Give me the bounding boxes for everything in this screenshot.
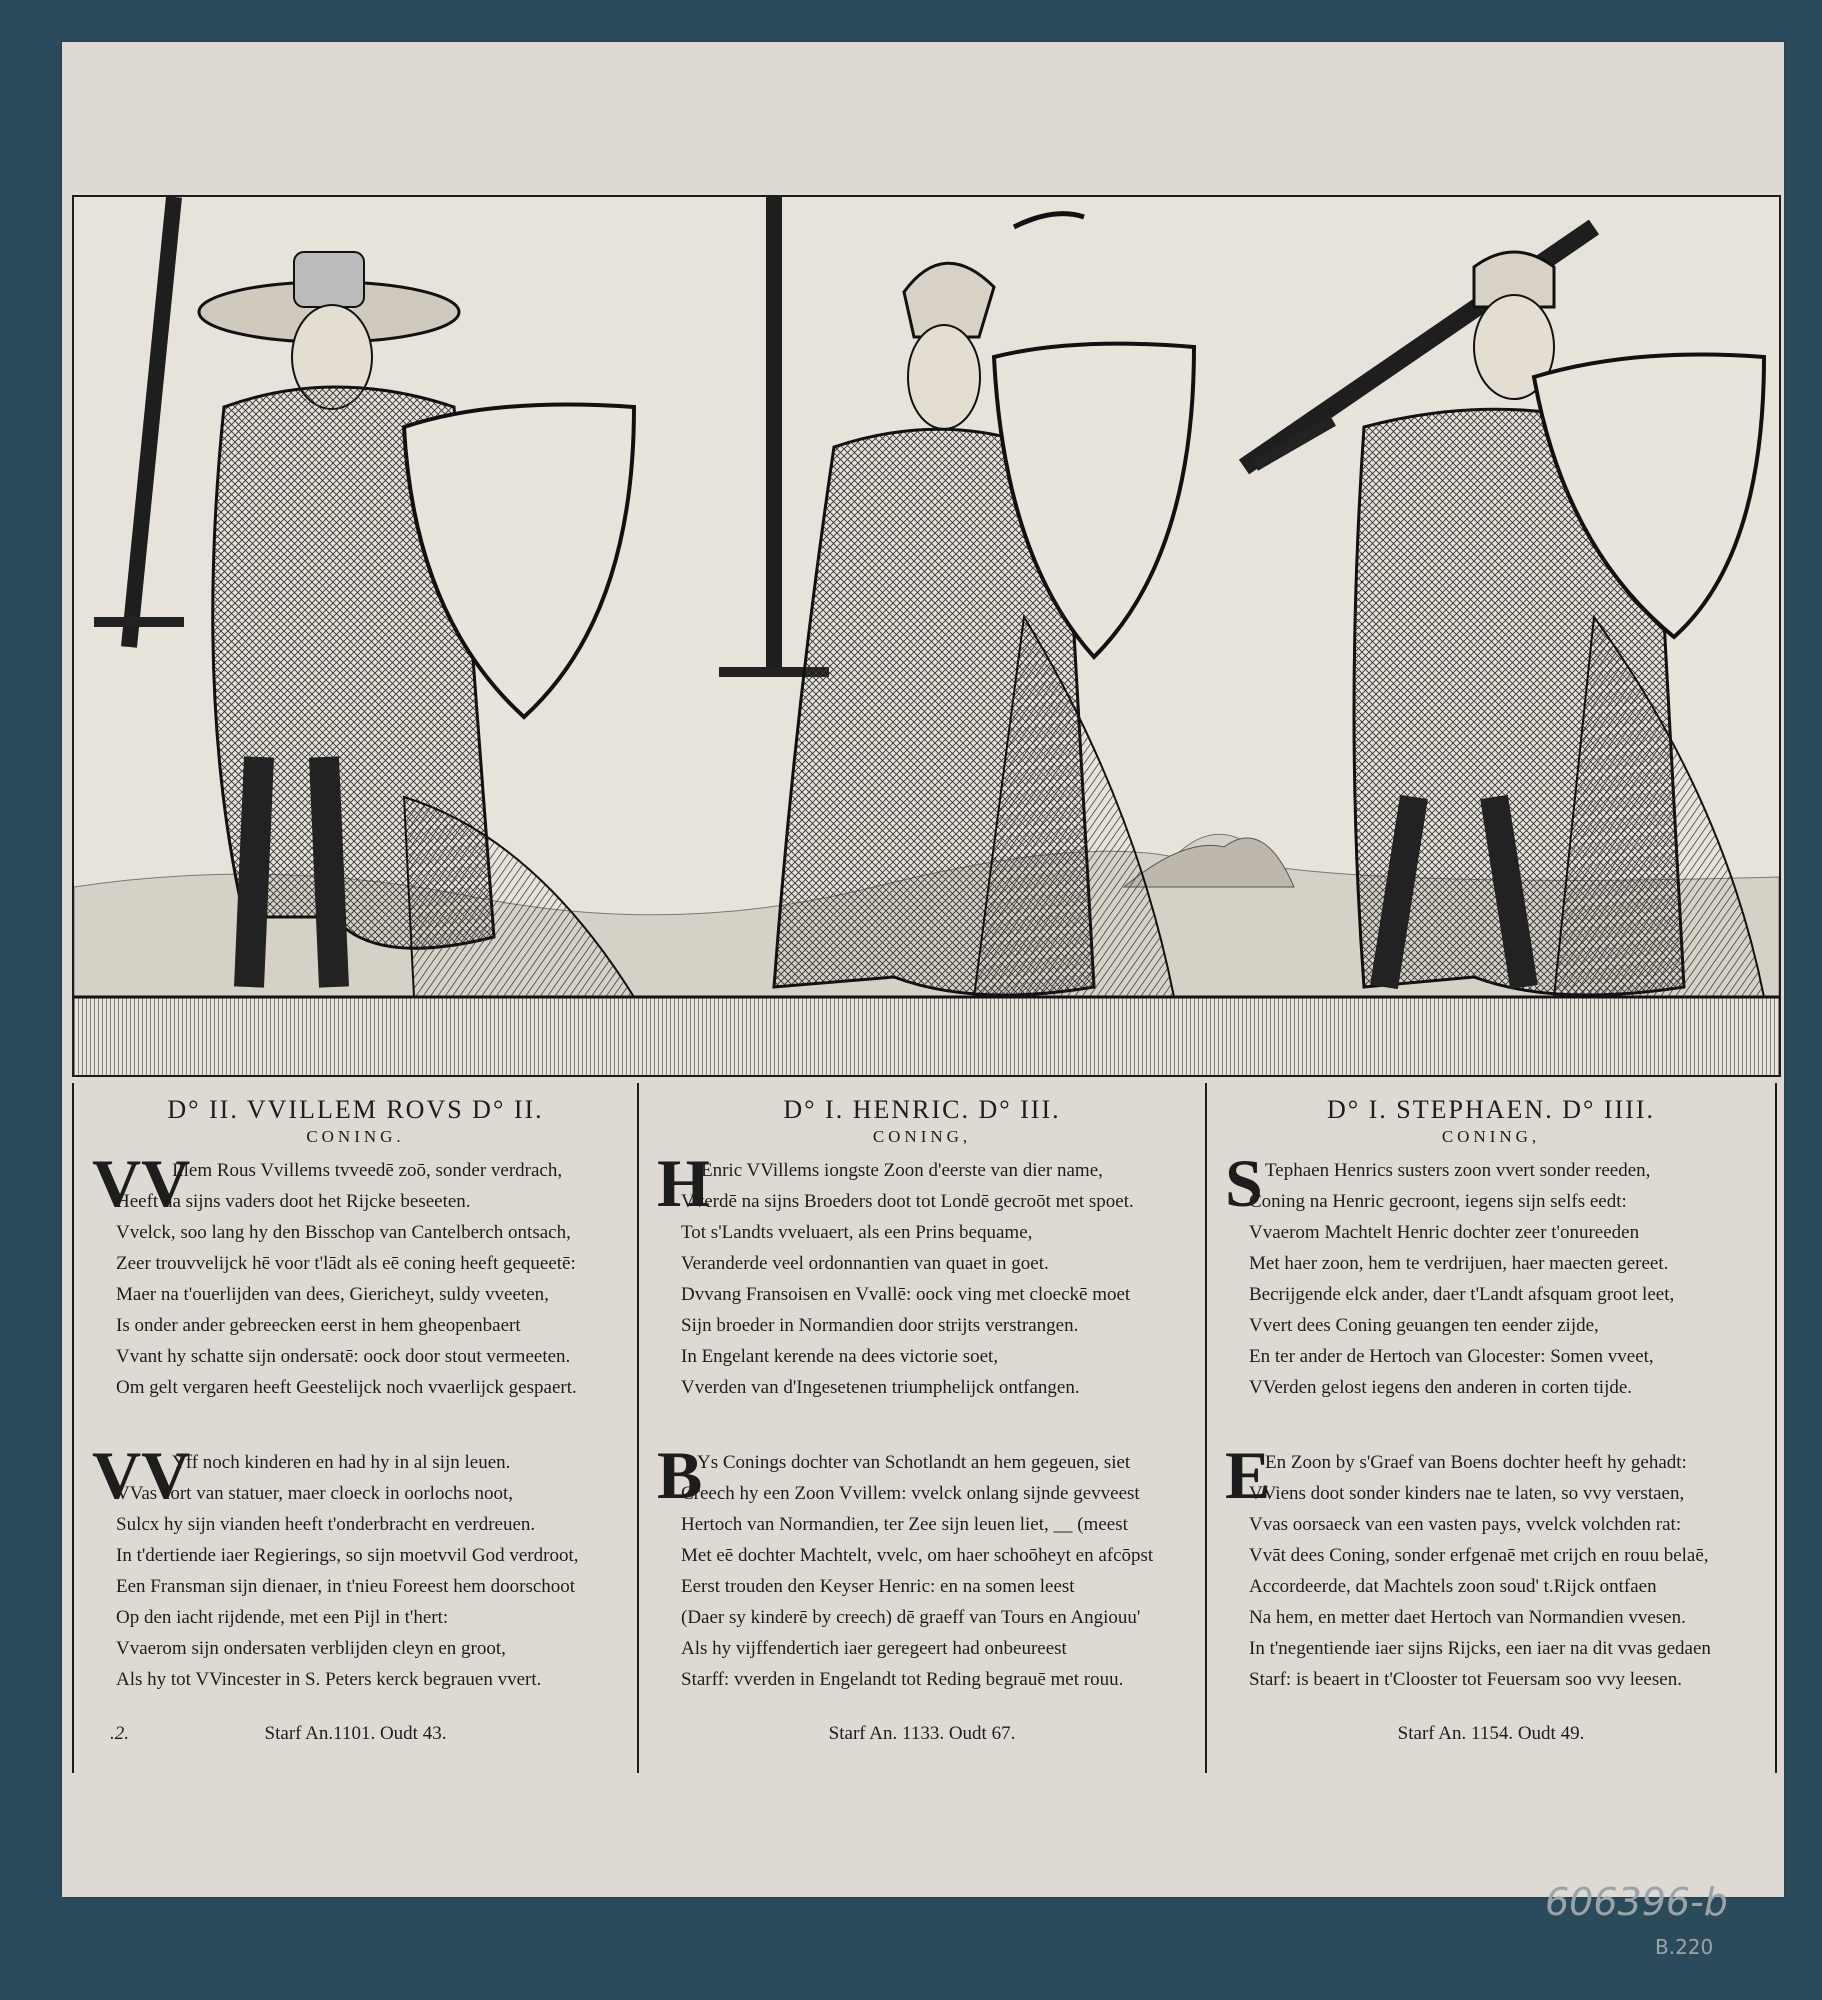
king-subtitle: CONING,	[872, 1127, 972, 1146]
verse-line: Vvāt dees Coning, sonder erfgenaē met crijch en rouu belaē,	[1249, 1545, 1709, 1566]
footer-text: Starf An. 1133. Oudt 67.	[828, 1723, 1016, 1744]
verse-line: Dvvang Fransoisen en Vvallē: oock ving met cloeckē moet	[681, 1284, 1131, 1305]
death-year-age	[1225, 1723, 1757, 1745]
verse-line: En ter ander de Hertoch van Glocester: Somen vveet,	[1249, 1346, 1654, 1367]
column-willem	[72, 1083, 637, 1773]
verse-line: Als hy vijffendertich iaer geregeert had onbeureest	[681, 1638, 1067, 1659]
death-year-age	[92, 1723, 619, 1745]
verse-line: Vvant hy schatte sijn ondersatē: oock door stout vermeeten.	[116, 1346, 571, 1367]
verse-line: Zeer trouvvelijck hē voor t'lādt als eē coning heeft gequeetē:	[116, 1253, 576, 1274]
page-mark: .2.	[110, 1723, 129, 1744]
verse-line: Na hem, en metter daet Hertoch van Normandien vvesen.	[1249, 1607, 1686, 1628]
verse-line: Sijn broeder in Normandien door strijts verstrangen.	[681, 1315, 1079, 1336]
stanza	[1225, 1145, 1757, 1403]
drop-initial: E	[1225, 1437, 1271, 1513]
verse-columns	[72, 1083, 1777, 1773]
verse-line: Vvaerom Machtelt Henric dochter zeer t'onureeden	[1249, 1222, 1640, 1243]
verse-line: VVerden gelost iegens den anderen in corten tijde.	[1249, 1377, 1633, 1398]
death-year-age	[657, 1723, 1187, 1745]
verse-line: Maer na t'ouerlijden van dees, Giericheyt, suldy vveeten,	[116, 1284, 549, 1305]
engraving-illustration	[74, 197, 1779, 1075]
verse-line: Hertoch van Normandien, ter Zee sijn leuen liet, __ (meest	[681, 1514, 1128, 1535]
stanza	[92, 1437, 619, 1695]
column-henric	[637, 1083, 1205, 1773]
king-title: D° II. VVILLEM ROVS D° II.	[167, 1095, 544, 1124]
verse-line: Enric VVillems iongste Zoon d'eerste van dier name,	[701, 1160, 1103, 1181]
verse-line: Vvas oorsaeck van een vasten pays, vvelck volchden rat:	[1249, 1514, 1682, 1535]
stanza	[92, 1145, 619, 1403]
drop-initial: S	[1225, 1145, 1263, 1221]
verse-line: Sulcx hy sijn vianden heeft t'onderbracht en verdreuen.	[116, 1514, 536, 1535]
verse-line: Coning na Henric gecroont, iegens sijn selfs eedt:	[1249, 1191, 1627, 1212]
drop-initial: VV	[92, 1437, 191, 1513]
verse-line: Accordeerde, dat Machtels zoon soud' t.Rijck ontfaen	[1249, 1576, 1657, 1597]
stanza	[1225, 1437, 1757, 1695]
drop-initial: B	[657, 1437, 703, 1513]
verse-line: Een Fransman sijn dienaer, in t'nieu Foreest hem doorschoot	[116, 1576, 576, 1597]
verse-line: Veranderde veel ordonnantien van quaet in goet.	[681, 1253, 1049, 1274]
verse-line: VVas cort van statuer, maer cloeck in oorlochs noot,	[116, 1483, 514, 1504]
king-subtitle: CONING.	[306, 1127, 405, 1146]
inventory-number: 606396-b	[1545, 1880, 1728, 1924]
verse-line: In t'dertiende iaer Regierings, so sijn moetvvil God verdroot,	[116, 1545, 579, 1566]
verse-line: Starff: vverden in Engelandt tot Reding begrauē met rouu.	[681, 1669, 1124, 1690]
verse-line: En Zoon by s'Graef van Boens dochter heeft hy gehadt:	[1265, 1452, 1687, 1473]
footer-text: Starf An.1101. Oudt 43.	[264, 1723, 447, 1744]
verse-line: In Engelant kerende na dees victorie soet,	[681, 1346, 999, 1367]
footer-text: Starf An. 1154. Oudt 49.	[1397, 1723, 1585, 1744]
verse-line: Tot s'Landts vveluaert, als een Prins bequame,	[681, 1222, 1033, 1243]
verse-line: Vverden van d'Ingesetenen triumphelijck ontfangen.	[681, 1377, 1080, 1398]
verse-line: Creech hy een Zoon Vvillem: vvelck onlang sijnde gevveest	[681, 1483, 1140, 1504]
verse-line: Vvelck, soo lang hy den Bisschop van Cantelberch ontsach,	[116, 1222, 571, 1243]
verse-line: VViens doot sonder kinders nae te laten, so vvy verstaen,	[1249, 1483, 1685, 1504]
verse-line: Heeft na sijns vaders doot het Rijcke beseeten.	[116, 1191, 471, 1212]
stanza	[657, 1145, 1187, 1403]
stanza	[657, 1437, 1187, 1695]
verse-line: (Daer sy kinderē by creech) dē graeff van Tours en Angiouu'	[681, 1607, 1141, 1628]
inventory-code: B.220	[1655, 1935, 1714, 1959]
verse-line: Starf: is beaert in t'Clooster tot Feuersam soo vvy leesen.	[1249, 1669, 1682, 1690]
verse-line: Met eē dochter Machtelt, vvelc, om haer schoōheyt en afcōpst	[681, 1545, 1154, 1566]
verse-line: Vvaerom sijn ondersaten verblijden cleyn en groot,	[116, 1638, 506, 1659]
king-title: D° I. STEPHAEN. D° IIII.	[1326, 1095, 1656, 1124]
verse-line: In t'negentiende iaer sijns Rijcks, een iaer na dit vvas gedaen	[1249, 1638, 1711, 1659]
column-stephaen	[1205, 1083, 1777, 1773]
verse-line: Eerst trouden den Keyser Henric: en na somen leest	[681, 1576, 1075, 1597]
figure-henric	[719, 197, 1194, 997]
king-subtitle: CONING,	[1441, 1127, 1541, 1146]
verse-line: Op den iacht rijdende, met een Pijl in t'hert:	[116, 1607, 449, 1628]
verse-line: Illem Rous Vvillems tvveedē zoō, sonder verdrach,	[172, 1160, 563, 1181]
verse-line: Vverdē na sijns Broeders doot tot Londē gecroōt met spoet.	[681, 1191, 1134, 1212]
verse-line: Vvert dees Coning geuangen ten eender zijde,	[1249, 1315, 1599, 1336]
verse-line: Als hy tot VVincester in S. Peters kerck begrauen vvert.	[116, 1669, 542, 1690]
verse-line: Ys Conings dochter van Schotlandt an hem gegeuen, siet	[697, 1452, 1131, 1473]
drop-initial: H	[657, 1145, 710, 1221]
king-title: D° I. HENRIC. D° III.	[783, 1095, 1061, 1124]
verse-line: Becrijgende elck ander, daer t'Landt afsquam groot leet,	[1249, 1284, 1675, 1305]
verse-line: Is onder ander gebreecken eerst in hem gheopenbaert	[116, 1315, 521, 1336]
verse-line: Om gelt vergaren heeft Geestelijck noch vvaerlijck gespaert.	[116, 1377, 577, 1398]
verse-line: Met haer zoon, hem te verdrijuen, haer maecten gereet.	[1249, 1253, 1669, 1274]
verse-line: Tephaen Henrics susters zoon vvert sonder reeden,	[1265, 1160, 1651, 1181]
verse-line: Yff noch kinderen en had hy in al sijn leuen.	[172, 1452, 511, 1473]
drop-initial: VV	[92, 1145, 191, 1221]
engraved-plate	[72, 195, 1781, 1077]
